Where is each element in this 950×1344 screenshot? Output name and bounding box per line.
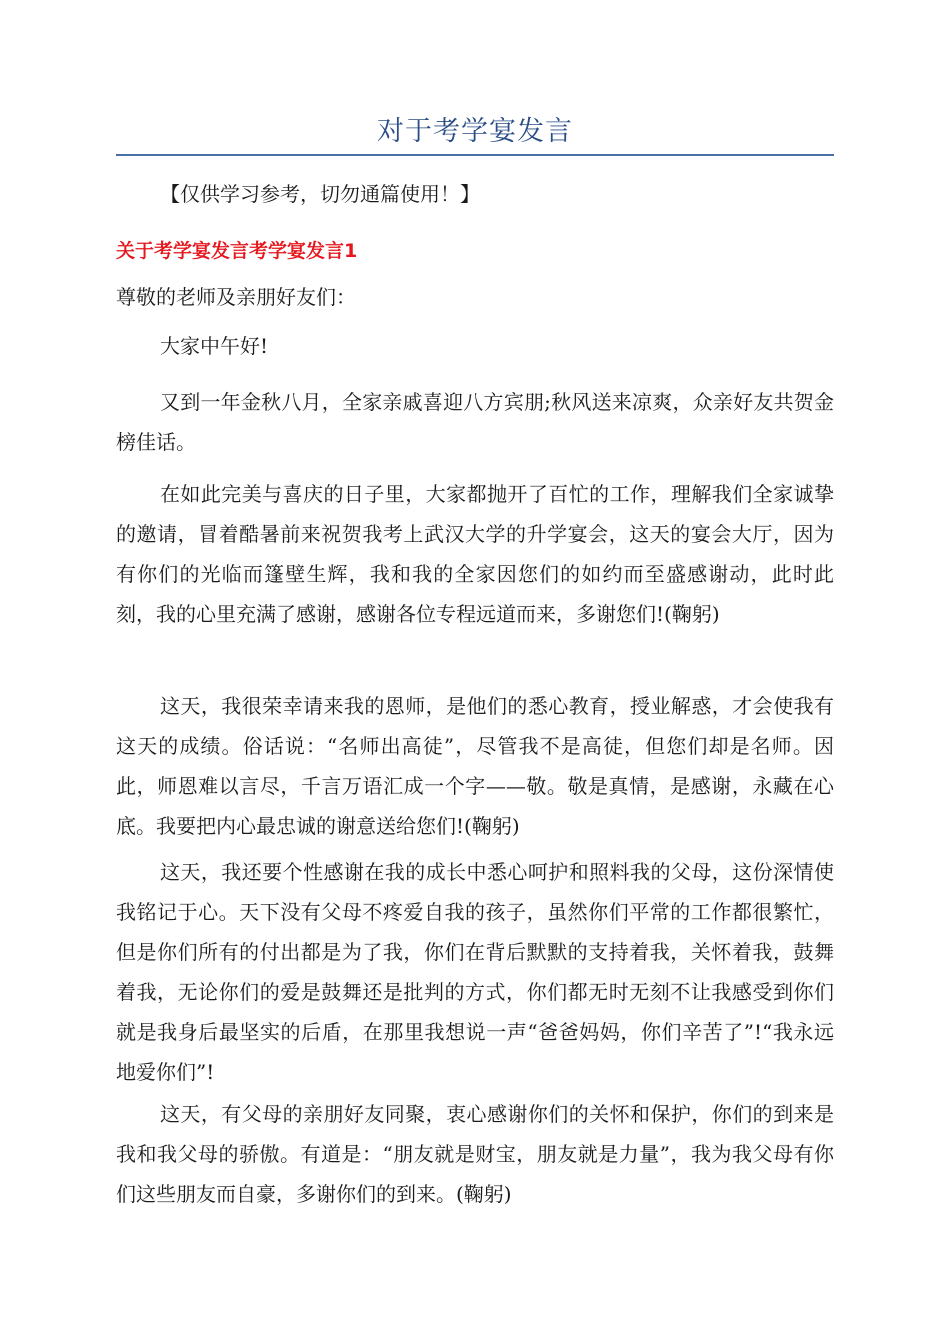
paragraph-greeting: 大家中午好! [160,334,269,358]
paragraph-thanks-teachers: 这天，我很荣幸请来我的恩师，是他们的悉心教育，授业解惑，才会使我有这天的成绩。俗话说：“名师出高徒”，尽管我不是高徒，但您们却是名师。因此，师恩难以言尽，千言万语汇成一个字——敬。敬是真情，是感谢，永藏在心底。我要把内心最忠诚的谢意送给您们!(鞠躬) [116,694,834,838]
paragraph-thanks-guests: 在如此完美与喜庆的日子里，大家都抛开了百忙的工作，理解我们全家诚挚的邀请，冒着酷暑前来祝贺我考上武汉大学的升学宴会，这天的宴会大厅，因为有你们的光临而篷壁生辉，我和我的全家因您们的如约而至盛感谢动，此时此刻，我的心里充满了感谢，感谢各位专程远道而来，多谢您们!(鞠躬) [116,482,834,626]
salutation: 尊敬的老师及亲朋好友们： [116,285,356,309]
usage-notice: 【仅供学习参考，切勿通篇使用！】 [160,182,480,206]
title-underline [116,154,834,156]
paragraph-thanks-parents: 这天，我还要个性感谢在我的成长中悉心呵护和照料我的父母，这份深情使我铭记于心。天下没有父母不疼爱自我的孩子，虽然你们平常的工作都很繁忙，但是你们所有的付出都是为了我，你们在背后默默的支持着我，关怀着我，鼓舞着我，无论你们的爱是鼓舞还是批判的方式，你们都无时无刻不让我感受到你们就是我身后最坚实的后盾，在那里我想说一声“爸爸妈妈，你们辛苦了”!“我永远地爱你们”! [116,860,834,1084]
document-title: 对于考学宴发言 [377,116,573,147]
paragraph-thanks-friends: 这天，有父母的亲朋好友同聚，衷心感谢你们的关怀和保护，你们的到来是我和我父母的骄傲。有道是：“朋友就是财宝，朋友就是力量”，我为我父母有你们这些朋友而自豪，多谢你们的到来。(鞠躬) [116,1102,834,1206]
paragraph-autumn: 又到一年金秋八月，全家亲戚喜迎八方宾朋;秋风送来凉爽，众亲好友共贺金榜佳话。 [116,390,834,454]
section-heading: 关于考学宴发言考学宴发言1 [116,240,358,262]
